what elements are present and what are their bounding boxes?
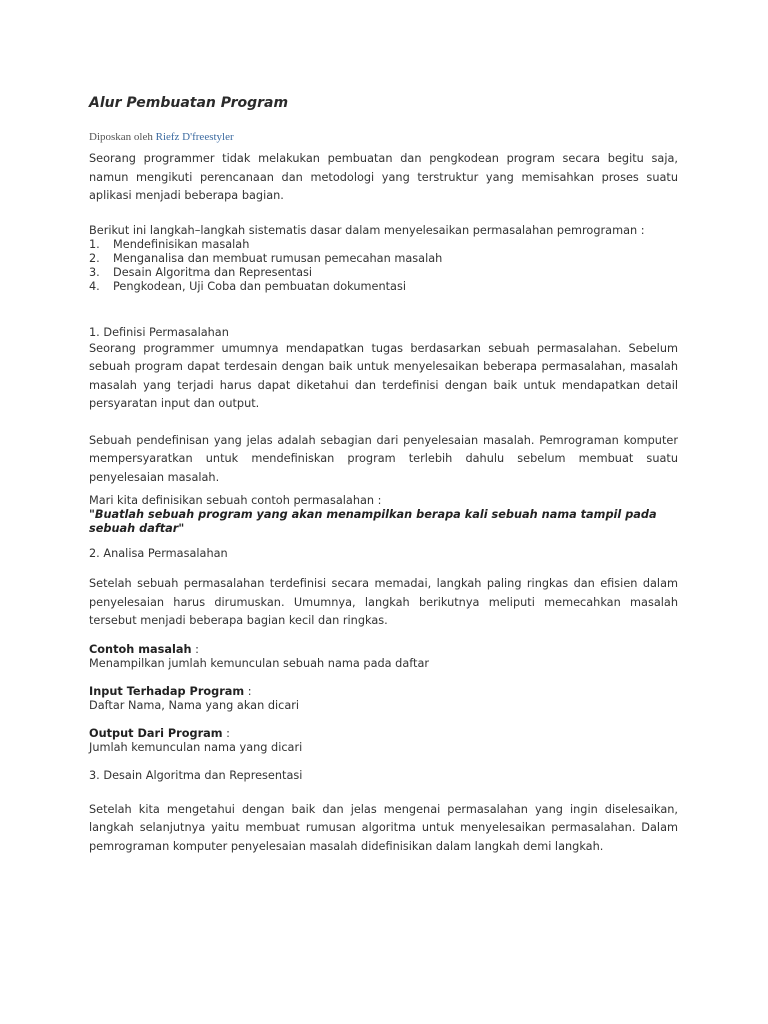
example-problem-value: Menampilkan jumlah kemunculan sebuah nama pada daftar bbox=[89, 656, 430, 670]
program-output-label-line: Output Dari Program : bbox=[89, 726, 230, 740]
article-title: Alur Pembuatan Program bbox=[89, 95, 289, 111]
section-heading-3: 3. Desain Algoritma dan Representasi bbox=[89, 768, 303, 782]
section1-paragraph-1: Seorang programmer umumnya mendapatkan tugas berdasarkan sebuah permasalahan. Sebelum sebuah program dapat terdesain dengan baik untuk menyelesaikan beberapa permasalahan, masalah masalah yang terjadi harus dapat diketahui dan terdefinisi dengan baik untuk mendapatkan detail persyaratan input dan output. bbox=[89, 341, 678, 410]
list-item: 1. Mendefinisikan masalah bbox=[89, 237, 250, 251]
byline bbox=[89, 131, 234, 143]
section3-paragraph-1: Setelah kita mengetahui dengan baik dan jelas mengenai permasalahan yang ingin diselesaikan, langkah selanjutnya yaitu membuat rumusan algoritma untuk menyelesaikan permasalahan. Dalam pemrograman komputer penyelesaian masalah didefinisikan dalam langkah demi langkah. bbox=[89, 802, 678, 853]
example-quote: "Buatlah sebuah program yang akan menampilkan berapa kali sebuah nama tampil pada sebuah daftar" bbox=[89, 508, 657, 535]
example-intro: Mari kita definisikan sebuah contoh permasalahan : bbox=[89, 494, 382, 507]
section2-paragraph-1: Setelah sebuah permasalahan terdefinisi secara memadai, langkah paling ringkas dan efisien dalam penyelesaian harus dirumuskan. Umumnya, langkah berikutnya meliputi memecahkan masalah tersebut menjadi beberapa bagian kecil dan ringkas. bbox=[89, 577, 678, 627]
author-link[interactable]: Riefz D'freestyler bbox=[155, 131, 234, 143]
article-body bbox=[89, 150, 678, 856]
section1-paragraph-2: Sebuah pendefinisan yang jelas adalah sebagian dari penyelesaian masalah. Pemrograman komputer mempersyaratkan untuk mendefiniskan program terlebih dahulu sebelum membuat suatu penyelesaian masalah. bbox=[89, 433, 678, 484]
program-output-value: Jumlah kemunculan nama yang dicari bbox=[89, 740, 303, 754]
list-item: 3. Desain Algoritma dan Representasi bbox=[89, 265, 313, 279]
section-heading-1: 1. Definisi Permasalahan bbox=[89, 325, 229, 339]
program-input-label-line: Input Terhadap Program : bbox=[89, 684, 252, 698]
list-item: 2. Menganalisa dan membuat rumusan pemecahan masalah bbox=[89, 251, 443, 265]
intro-paragraph: Seorang programmer tidak melakukan pembuatan dan pengkodean program secara begitu saja, namun mengikuti perencanaan dan metodologi yang terstruktur yang memisahkan proses suatu aplikasi menjadi beberapa bagian. bbox=[89, 152, 678, 202]
steps-list bbox=[89, 238, 678, 294]
example-problem-label-line: Contoh masalah : bbox=[89, 642, 199, 656]
section-heading-2: 2. Analisa Permasalahan bbox=[89, 547, 228, 560]
program-input-value: Daftar Nama, Nama yang akan dicari bbox=[89, 698, 300, 712]
steps-intro: Berikut ini langkah–langkah sistematis dasar dalam menyelesaikan permasalahan pemrograman : bbox=[89, 223, 645, 237]
list-item: 4. Pengkodean, Uji Coba dan pembuatan dokumentasi bbox=[89, 279, 407, 293]
byline-prefix: Diposkan oleh bbox=[89, 131, 153, 143]
